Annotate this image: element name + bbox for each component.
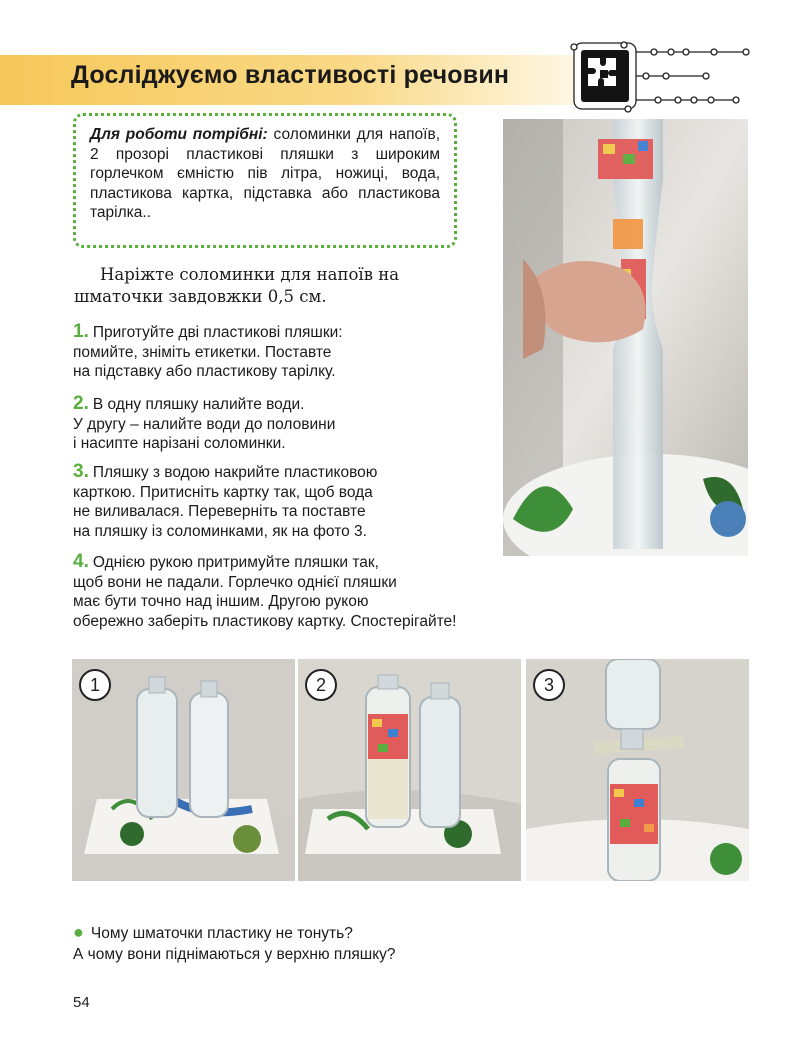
step-3-line: не виливалася. Переверніть та поставте — [73, 503, 366, 520]
step-3-line: Пляшку з водою накрийте пластиковою — [92, 464, 378, 481]
bullet-icon: ● — [73, 922, 84, 942]
step-2-line: У другу – налийте води до половини — [73, 415, 336, 433]
intro-sentence: Наріжте соломинки для напоїв на шматочки завдовжки 0,5 см. — [74, 265, 400, 306]
photo-1-badge: 1 — [79, 669, 111, 701]
question-line-1: Чому шматочки пластику не тонуть? — [90, 925, 353, 942]
step-1-line: Приготуйте дві пластикові пляшки: — [92, 324, 343, 341]
step-4-line: Однією рукою притримуйте пляшки так, — [92, 554, 379, 571]
puzzle-icon — [581, 50, 629, 102]
main-experiment-photo — [503, 119, 748, 556]
question — [73, 922, 396, 965]
page-title: Досліджуємо властивості речовин — [71, 61, 510, 89]
materials-text — [90, 125, 440, 223]
step-3-line: на пляшку із соломинками, як на фото 3. — [73, 522, 367, 540]
photo-3 — [526, 659, 749, 881]
step-1 — [73, 322, 343, 382]
step-1-line: на підставку або пластикову тарілку. — [73, 363, 336, 380]
question-line-2: А чому вони піднімаються у верхню пляшку? — [73, 946, 396, 963]
step-4-line: має бути точно над іншим. Другою рукою — [73, 593, 369, 610]
step-3-number: 3. — [73, 461, 89, 482]
step-4 — [73, 552, 456, 631]
page-number: 54 — [73, 994, 90, 1011]
materials-label: Для роботи потрібні: — [90, 126, 268, 143]
intro-text — [74, 264, 464, 308]
photo-3-badge: 3 — [533, 669, 565, 701]
step-4-line: обережно заберіть пластикову картку. Спостерігайте! — [73, 612, 457, 630]
step-1-number: 1. — [73, 321, 89, 342]
photo-2 — [298, 659, 521, 881]
step-3-line: карткою. Притисніть картку так, щоб вода — [73, 483, 373, 501]
photo-1 — [72, 659, 295, 881]
step-2-number: 2. — [73, 393, 89, 414]
step-2-line: і насипте нарізані соломинки. — [73, 435, 286, 452]
step-2 — [73, 394, 335, 454]
materials-box — [73, 113, 457, 248]
step-3 — [73, 462, 377, 541]
step-1-line: помийте, зніміть етикетки. Поставте — [73, 343, 332, 361]
photo-2-badge: 2 — [305, 669, 337, 701]
step-4-number: 4. — [73, 551, 89, 572]
materials-list: соломинки для напоїв, 2 прозорі пластикові пляшки з широким горлечком ємністю пів літра, ножиці, вода, пластикова картка, підставка або пластикова тарілка.. — [90, 126, 440, 221]
circuit-decoration — [566, 38, 756, 118]
step-4-line: щоб вони не падали. Горлечко однієї пляшки — [73, 573, 397, 591]
step-2-line: В одну пляшку налийте води. — [92, 396, 305, 413]
